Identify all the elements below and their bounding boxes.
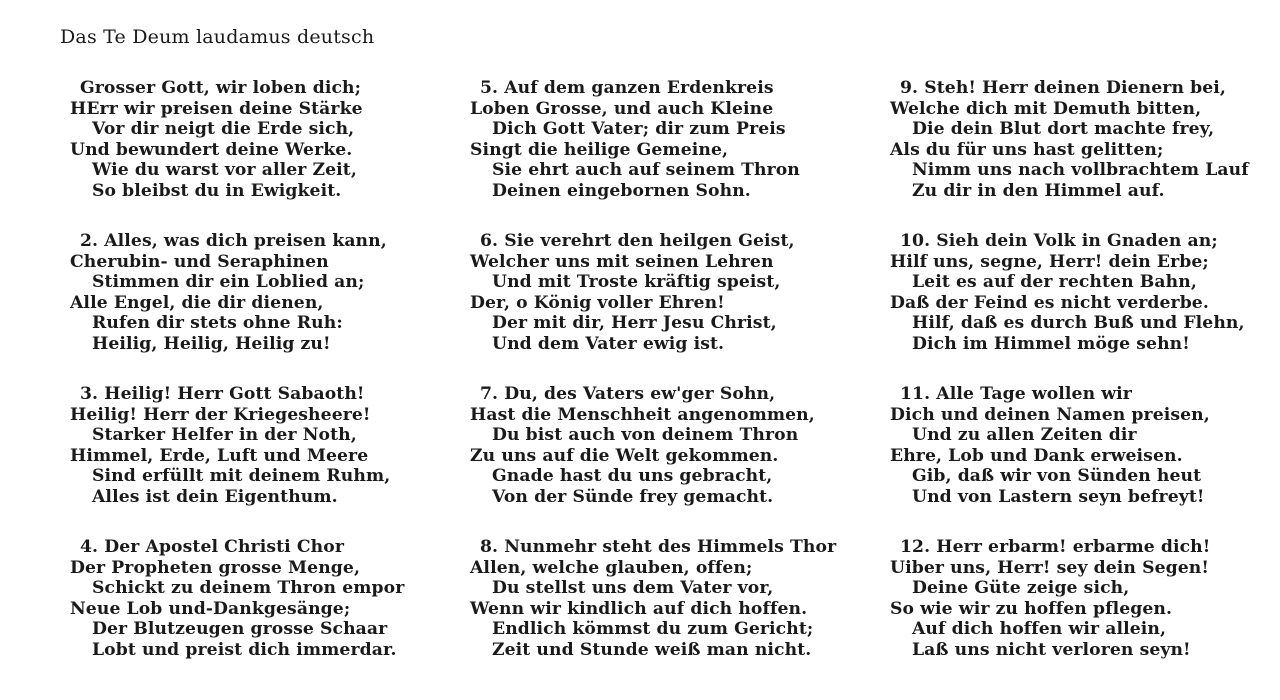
- verse-line: Alles ist dein Eigenthum.: [92, 486, 338, 507]
- verse-line: Zu dir in den Himmel auf.: [912, 180, 1165, 201]
- verse-line: Laß uns nicht verloren seyn!: [912, 639, 1191, 660]
- stanza-5: [470, 78, 870, 201]
- verse-line: 7. Du, des Vaters ew'ger Sohn,: [480, 384, 776, 404]
- verse-line: Zeit und Stunde weiß man nicht.: [492, 639, 812, 660]
- verse-line: Vor dir neigt die Erde sich,: [92, 119, 355, 139]
- stanza-4: [70, 537, 470, 660]
- verse-line: 2. Alles, was dich preisen kann,: [80, 231, 387, 251]
- verse-line: Hilf uns, segne, Herr! dein Erbe;: [890, 251, 1209, 272]
- verse-line: 12. Herr erbarm! erbarme dich!: [900, 537, 1211, 557]
- verse-line: Dich im Himmel möge sehn!: [912, 333, 1190, 354]
- verse-line: Gnade hast du uns gebracht,: [492, 466, 773, 486]
- verse-line: Der Blutzeugen grosse Schaar: [92, 619, 388, 639]
- stanza-2: [70, 231, 470, 354]
- verse-line: 6. Sie verehrt den heilgen Geist,: [480, 231, 795, 251]
- verse-line: Singt die heilige Gemeine,: [470, 139, 729, 160]
- verse-line: Loben Grosse, und auch Kleine: [470, 98, 774, 119]
- verse-line: Heilig! Herr der Kriegesheere!: [70, 404, 371, 425]
- verse-line: Schickt zu deinem Thron empor: [92, 578, 405, 598]
- verse-line: Grosser Gott, wir loben dich;: [80, 78, 362, 98]
- verse-line: Der Propheten grosse Menge,: [70, 557, 361, 578]
- verse-line: 5. Auf dem ganzen Erdenkreis: [480, 78, 774, 98]
- verse-line: Heilig, Heilig, Heilig zu!: [92, 333, 331, 354]
- verse-line: Neue Lob und-Dankgesänge;: [70, 598, 351, 619]
- verse-line: Uiber uns, Herr! sey dein Segen!: [890, 557, 1210, 578]
- verse-line: Endlich kömmst du zum Gericht;: [492, 619, 814, 639]
- verse-line: 3. Heilig! Herr Gott Sabaoth!: [80, 384, 365, 404]
- stanza-6: [470, 231, 870, 354]
- verse-line: Himmel, Erde, Luft und Meere: [70, 445, 369, 466]
- stanza-11: [890, 384, 1280, 507]
- verse-line: Sie ehrt auch auf seinem Thron: [492, 160, 800, 180]
- verse-line: Welche dich mit Demuth bitten,: [890, 98, 1202, 119]
- verse-line: Wenn wir kindlich auf dich hoffen.: [470, 598, 808, 619]
- verse-line: Als du für uns hast gelitten;: [890, 139, 1164, 160]
- verse-line: Und dem Vater ewig ist.: [492, 333, 725, 354]
- verse-line: Wie du warst vor aller Zeit,: [92, 160, 357, 180]
- stanza-12: [890, 537, 1280, 660]
- verse-line: HErr wir preisen deine Stärke: [70, 98, 363, 119]
- verse-line: Auf dich hoffen wir allein,: [912, 619, 1167, 639]
- verse-line: Deine Güte zeige sich,: [912, 578, 1130, 598]
- verse-line: Alle Engel, die dir dienen,: [70, 292, 324, 313]
- verse-line: Die dein Blut dort machte frey,: [912, 119, 1215, 139]
- verse-line: Lobt und preist dich immerdar.: [92, 639, 397, 660]
- verse-line: Dich Gott Vater; dir zum Preis: [492, 119, 786, 139]
- verse-line: 9. Steh! Herr deinen Dienern bei,: [900, 78, 1227, 98]
- verse-line: Daß der Feind es nicht verderbe.: [890, 292, 1209, 313]
- stanza-3: [70, 384, 470, 507]
- verse-line: Stimmen dir ein Loblied an;: [92, 272, 365, 292]
- verse-line: 4. Der Apostel Christi Chor: [80, 537, 344, 557]
- verse-line: Rufen dir stets ohne Ruh:: [92, 313, 343, 333]
- stanza-7: [470, 384, 870, 507]
- column-1: [70, 78, 470, 690]
- verse-line: Leit es auf der rechten Bahn,: [912, 272, 1197, 292]
- stanza-1: [70, 78, 470, 201]
- verse-line: Cherubin- und Seraphinen: [70, 251, 329, 272]
- verse-line: Zu uns auf die Welt gekommen.: [470, 445, 779, 466]
- verse-line: Allen, welche glauben, offen;: [470, 557, 753, 578]
- verse-line: Gib, daß wir von Sünden heut: [912, 466, 1202, 486]
- verse-line: Sind erfüllt mit deinem Ruhm,: [92, 466, 391, 486]
- verse-line: Der mit dir, Herr Jesu Christ,: [492, 313, 777, 333]
- verse-line: So wie wir zu hoffen pflegen.: [890, 598, 1173, 619]
- verse-line: Von der Sünde frey gemacht.: [492, 486, 774, 507]
- stanza-9: [890, 78, 1280, 201]
- verse-line: Deinen eingebornen Sohn.: [492, 180, 751, 201]
- verse-line: So bleibst du in Ewigkeit.: [92, 180, 342, 201]
- verse-line: Hilf, daß es durch Buß und Flehn,: [912, 313, 1245, 333]
- verse-line: Und bewundert deine Werke.: [70, 139, 353, 160]
- verse-line: Du bist auch von deinem Thron: [492, 425, 799, 445]
- verse-line: Starker Helfer in der Noth,: [92, 425, 357, 445]
- verse-line: Dich und deinen Namen preisen,: [890, 404, 1210, 425]
- page-title: Das Te Deum laudamus deutsch: [60, 26, 375, 48]
- verse-line: Der, o König voller Ehren!: [470, 292, 725, 313]
- verse-line: Und mit Troste kräftig speist,: [492, 272, 781, 292]
- verse-line: 11. Alle Tage wollen wir: [900, 384, 1132, 404]
- column-3: [890, 78, 1280, 690]
- stanza-8: [470, 537, 870, 660]
- verse-line: Du stellst uns dem Vater vor,: [492, 578, 774, 598]
- verse-line: Und von Lastern seyn befreyt!: [912, 486, 1205, 507]
- verse-line: Und zu allen Zeiten dir: [912, 425, 1137, 445]
- verse-line: 10. Sieh dein Volk in Gnaden an;: [900, 231, 1218, 251]
- column-2: [470, 78, 870, 690]
- verse-line: Ehre, Lob und Dank erweisen.: [890, 445, 1183, 466]
- stanza-10: [890, 231, 1280, 354]
- verse-line: Hast die Menschheit angenommen,: [470, 404, 815, 425]
- verse-line: 8. Nunmehr steht des Himmels Thor: [480, 537, 837, 557]
- verse-line: Nimm uns nach vollbrachtem Lauf: [912, 160, 1249, 180]
- verse-line: Welcher uns mit seinen Lehren: [470, 251, 774, 272]
